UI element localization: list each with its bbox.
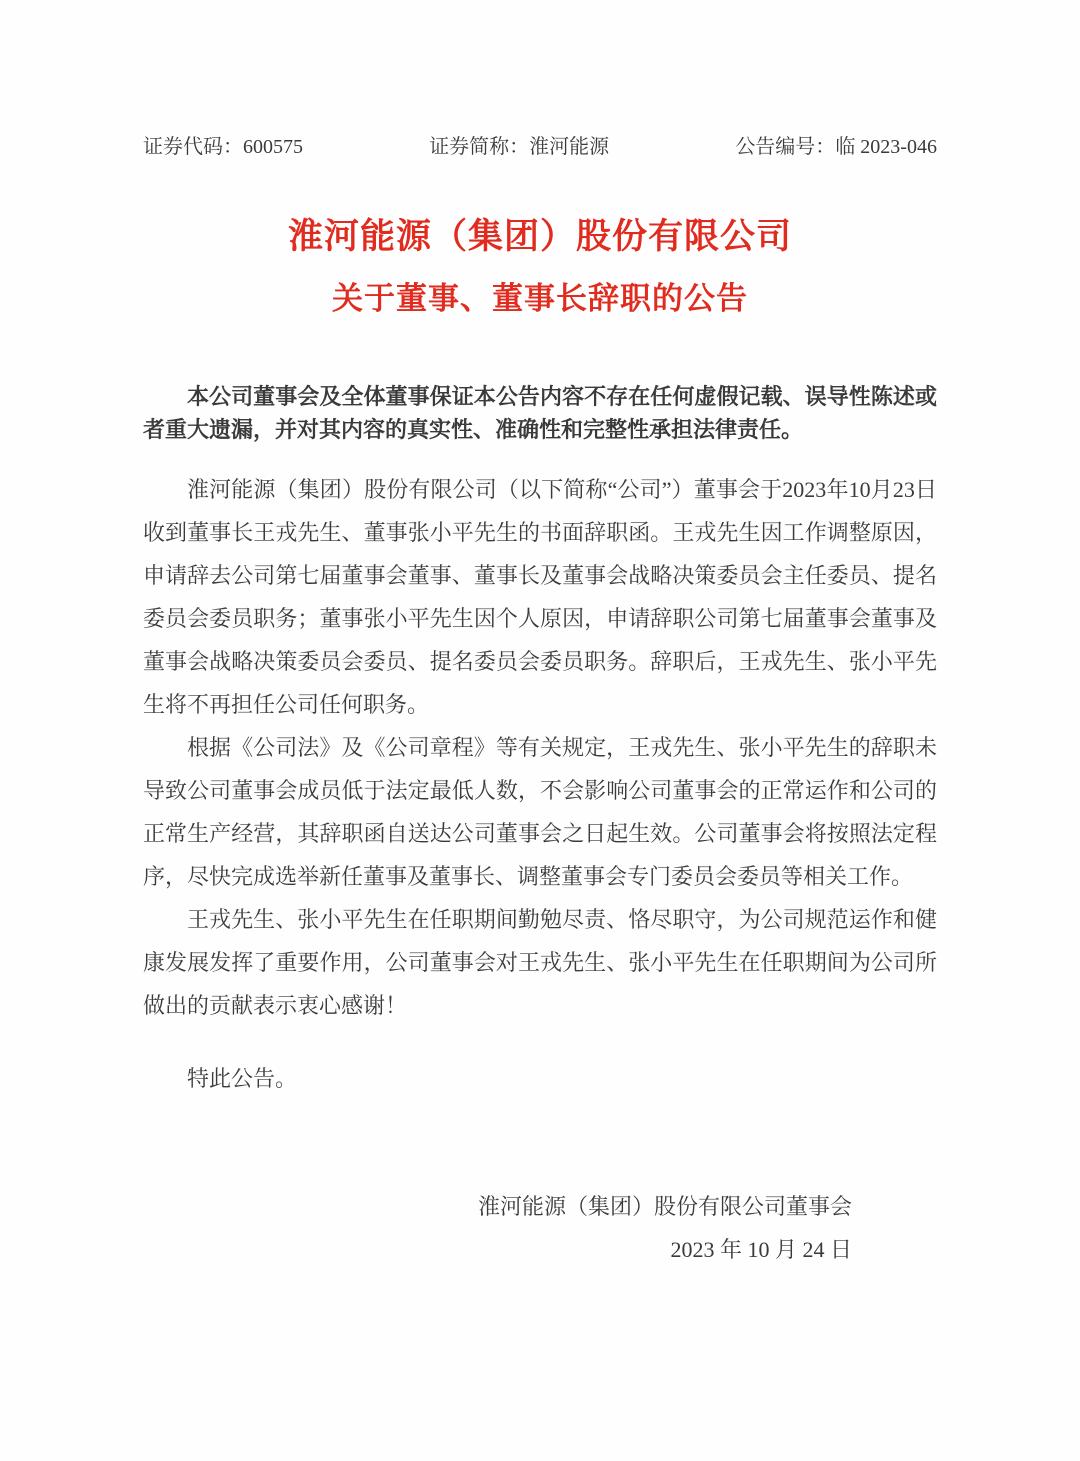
signature-date: 2023 年 10 月 24 日 — [670, 1237, 852, 1262]
stock-code-value: 600575 — [243, 136, 303, 158]
announcement-number-label: 公告编号： — [735, 136, 836, 158]
document-title-company: 淮河能源（集团）股份有限公司 — [287, 217, 792, 256]
board-disclaimer-statement: 本公司董事会及全体董事保证本公告内容不存在任何虚假记载、误导性陈述或者重大遗漏，并对其内容的真实性、准确性和完整性承担法律责任。 — [143, 384, 937, 442]
stock-code — [143, 135, 303, 159]
stock-name-label: 证券简称： — [429, 136, 530, 158]
announcement-number-value: 临 2023-046 — [835, 136, 937, 158]
security-meta-row — [143, 135, 937, 159]
paragraph-legal-effect: 根据《公司法》及《公司章程》等有关规定，王戎先生、张小平先生的辞职未导致公司董事会成员低于法定最低人数，不会影响公司董事会的正常运作和公司的正常生产经营，其辞职函自送达公司董事会之日起生效。公司董事会将按照法定程序，尽快完成选举新任董事及董事长、调整董事会专门委员会委员等相关工作。 — [143, 735, 937, 889]
document-title-subject: 关于董事、董事长辞职的公告 — [332, 281, 748, 316]
stock-name-value: 淮河能源 — [529, 136, 610, 158]
closing-line: 特此公告。 — [187, 1066, 298, 1091]
announcement-body — [143, 468, 937, 1027]
stock-code-label: 证券代码： — [143, 136, 243, 158]
paragraph-gratitude: 王戎先生、张小平先生在任职期间勤勉尽责、恪尽职守，为公司规范运作和健康发展发挥了重要作用，公司董事会对王戎先生、张小平先生在任职期间为公司所做出的贡献表示衷心感谢！ — [143, 907, 937, 1018]
announcement-number — [735, 135, 937, 159]
signature-company: 淮河能源（集团）股份有限公司董事会 — [477, 1194, 852, 1219]
stock-name — [429, 135, 609, 159]
signature-block — [143, 1185, 937, 1271]
paragraph-resignation-details: 淮河能源（集团）股份有限公司（以下简称“公司”）董事会于2023年10月23日收到董事长王戎先生、董事张小平先生的书面辞职函。王戎先生因工作调整原因，申请辞去公司第七届董事会董事、董事长及董事会战略决策委员会主任委员、提名委员会委员职务；董事张小平先生因个人原因，申请辞职公司第七届董事会董事及董事会战略决策委员会委员、提名委员会委员职务。辞职后，王戎先生、张小平先生将不再担任公司任何职务。 — [143, 477, 937, 717]
announcement-document — [0, 135, 1080, 1461]
